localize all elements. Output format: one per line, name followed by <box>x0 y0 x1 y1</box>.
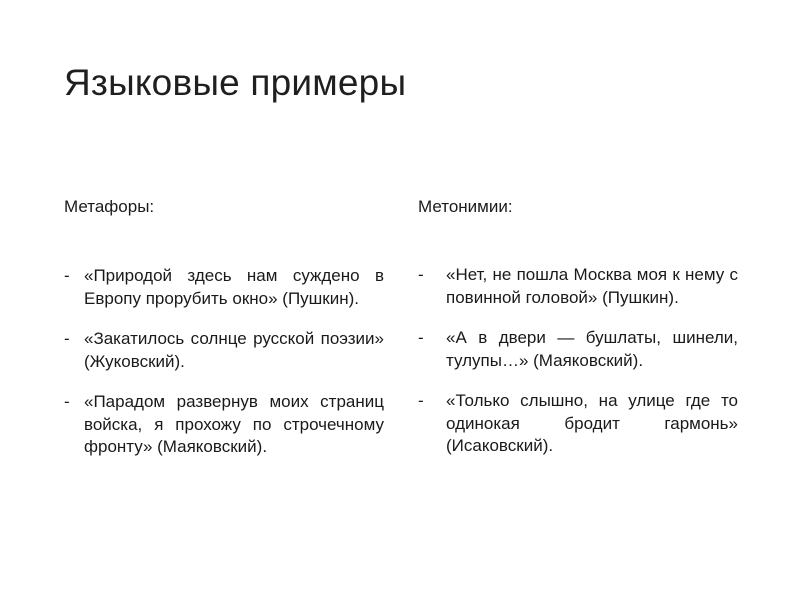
metaphor-example <box>64 328 384 373</box>
metonymy-example-text: «Только слышно, на улице где то одинокая бродит гармонь» (Исаковский). <box>446 391 738 455</box>
metonymies-column <box>418 196 738 476</box>
bullet-dash: - <box>418 391 424 410</box>
metaphors-column <box>64 196 384 477</box>
metaphor-example <box>64 265 384 310</box>
metaphor-example <box>64 391 384 459</box>
bullet-dash: - <box>418 328 424 347</box>
metonymies-heading: Метонимии: <box>418 197 513 216</box>
metaphor-example-text: «Парадом развернув моих страниц войска, я прохожу по строчечному фронту» (Маяковский). <box>84 392 384 456</box>
metonymy-example-text: «А в двери — бушлаты, шинели, тулупы…» (Маяковский). <box>446 328 738 370</box>
metonymy-example-text: «Нет, не пошла Москва моя к нему с повинной головой» (Пушкин). <box>446 265 738 307</box>
bullet-dash: - <box>64 392 70 411</box>
bullet-dash: - <box>64 266 70 285</box>
metaphor-example-text: «Природой здесь нам суждено в Европу прорубить окно» (Пушкин). <box>84 266 384 308</box>
metonymy-example <box>418 390 738 458</box>
metonymy-example <box>418 264 738 309</box>
metaphor-example-text: «Закатилось солнце русской поэзии» (Жуковский). <box>84 329 384 371</box>
bullet-dash: - <box>418 265 424 284</box>
metaphors-heading: Метафоры: <box>64 197 155 216</box>
slide-title: Языковые примеры <box>64 62 407 103</box>
metonymy-example <box>418 327 738 372</box>
bullet-dash: - <box>64 329 70 348</box>
